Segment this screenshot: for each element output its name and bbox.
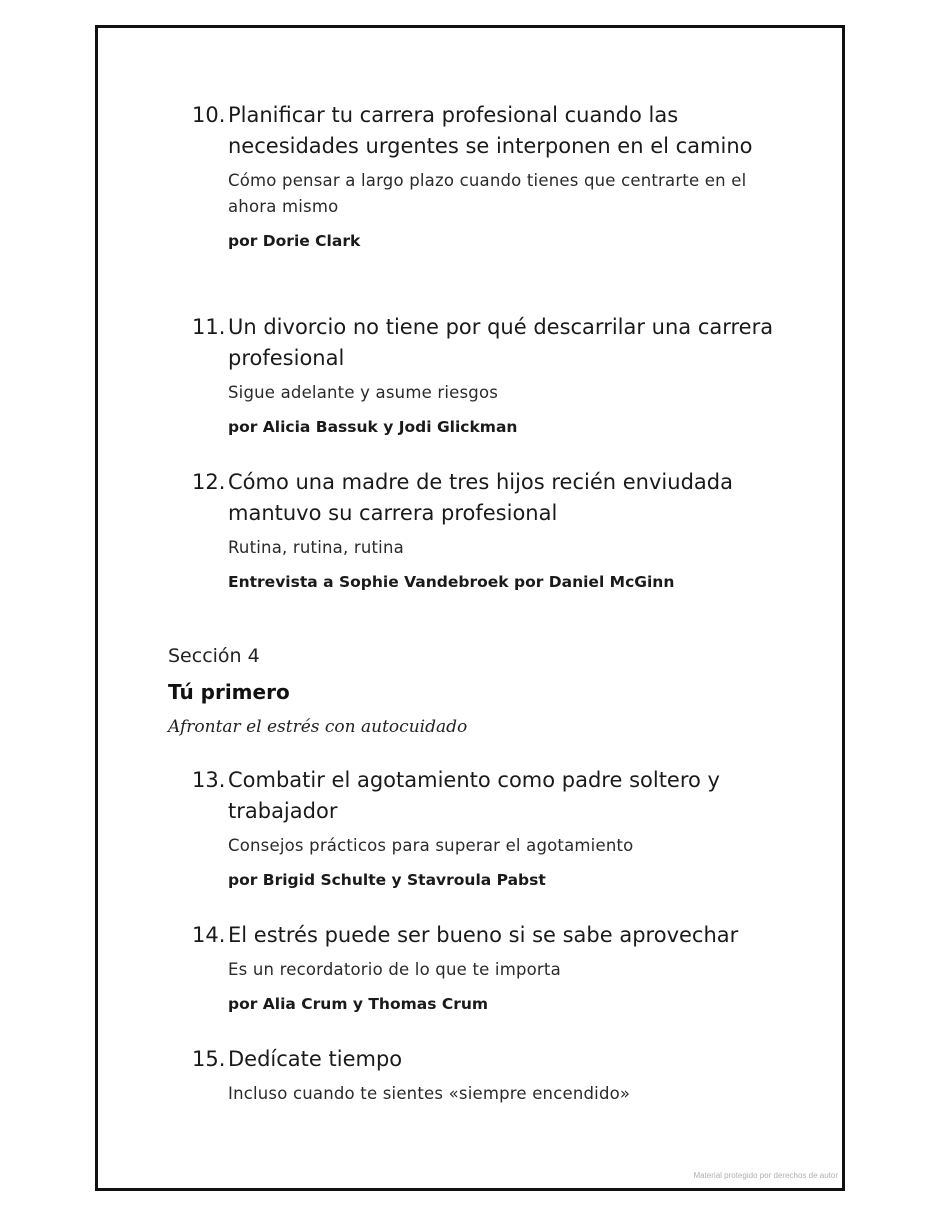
section-label: Sección 4 bbox=[168, 645, 260, 667]
entry-number: 15. bbox=[192, 1047, 226, 1071]
toc-entry-11[interactable] bbox=[192, 312, 792, 438]
toc-entry-15[interactable] bbox=[192, 1044, 792, 1107]
entry-title bbox=[192, 100, 792, 162]
toc-entry-12[interactable] bbox=[192, 467, 792, 593]
entry-title-text: Un divorcio no tiene por qué descarrilar una carrera profesional bbox=[228, 315, 774, 370]
entry-number: 11. bbox=[192, 315, 226, 339]
entry-subtitle: Rutina, rutina, rutina bbox=[228, 538, 404, 557]
entry-title bbox=[192, 920, 792, 951]
entry-title-text: Planificar tu carrera profesional cuando las necesidades urgentes se interponen en el camino bbox=[228, 103, 753, 158]
section-title: Tú primero bbox=[168, 680, 290, 704]
entry-title-text: El estrés puede ser bueno si se sabe aprovechar bbox=[228, 923, 739, 947]
entry-subtitle: Consejos prácticos para superar el agotamiento bbox=[228, 836, 634, 855]
entry-title bbox=[192, 312, 792, 374]
entry-title bbox=[192, 467, 792, 529]
entry-title-text: Cómo una madre de tres hijos recién enviudada mantuvo su carrera profesional bbox=[228, 470, 733, 525]
entry-number: 12. bbox=[192, 470, 226, 494]
section-heading bbox=[168, 643, 768, 739]
entry-author: Entrevista a Sophie Vandebroek por Daniel McGinn bbox=[228, 573, 675, 591]
entry-title bbox=[192, 765, 792, 827]
entry-subtitle: Incluso cuando te sientes «siempre encendido» bbox=[228, 1084, 631, 1103]
entry-number: 13. bbox=[192, 768, 226, 792]
toc-entry-10[interactable] bbox=[192, 100, 792, 252]
entry-number: 10. bbox=[192, 103, 226, 127]
toc-entry-14[interactable] bbox=[192, 920, 792, 1015]
entry-subtitle: Es un recordatorio de lo que te importa bbox=[228, 960, 561, 979]
section-subtitle: Afrontar el estrés con autocuidado bbox=[168, 717, 468, 737]
entry-author: por Dorie Clark bbox=[228, 232, 361, 250]
entry-title-text: Combatir el agotamiento como padre soltero y trabajador bbox=[228, 768, 720, 823]
entry-number: 14. bbox=[192, 923, 226, 947]
entry-subtitle: Sigue adelante y asume riesgos bbox=[228, 383, 499, 402]
copyright-notice: Material protegido por derechos de autor bbox=[693, 1171, 838, 1180]
entry-author: por Alia Crum y Thomas Crum bbox=[228, 995, 489, 1013]
page-frame bbox=[95, 25, 845, 1191]
toc-entry-13[interactable] bbox=[192, 765, 792, 891]
entry-title bbox=[192, 1044, 792, 1075]
entry-author: por Alicia Bassuk y Jodi Glickman bbox=[228, 418, 518, 436]
entry-author: por Brigid Schulte y Stavroula Pabst bbox=[228, 871, 546, 889]
entry-subtitle: Cómo pensar a largo plazo cuando tienes que centrarte en el ahora mismo bbox=[228, 171, 747, 216]
entry-title-text: Dedícate tiempo bbox=[228, 1047, 403, 1071]
